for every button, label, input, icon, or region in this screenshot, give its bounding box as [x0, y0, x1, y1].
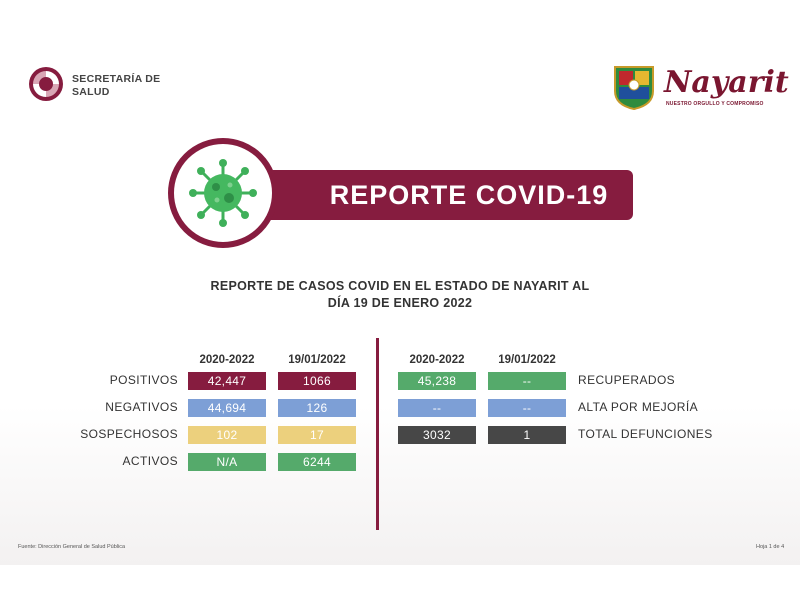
- report-page: [0, 35, 800, 565]
- ss-line2: SALUD: [72, 86, 110, 98]
- label-recuperados: RECUPERADOS: [578, 373, 676, 387]
- footer-source: Fuente: Dirección General de Salud Pública: [18, 544, 126, 550]
- positivos-day: 1066: [278, 372, 356, 390]
- right-col-header-day: 19/01/2022: [498, 354, 556, 366]
- subtitle-line2: DÍA 19 DE ENERO 2022: [327, 296, 473, 310]
- banner-title: REPORTE COVID-19: [329, 180, 609, 210]
- secretaria-salud-logo-icon: [28, 66, 64, 102]
- left-col-header-total: 2020-2022: [199, 354, 255, 366]
- alta-mejoria-total: --: [398, 399, 476, 417]
- label-alta-mejoria: ALTA POR MEJORÍA: [578, 400, 698, 414]
- recuperados-day: --: [488, 372, 566, 390]
- negativos-total: 44,694: [188, 399, 266, 417]
- subtitle-line1: REPORTE DE CASOS COVID EN EL ESTADO DE NAYARIT AL: [210, 279, 590, 293]
- sospechosos-day: 17: [278, 426, 356, 444]
- label-total-defunciones: TOTAL DEFUNCIONES: [578, 427, 713, 441]
- label-positivos: POSITIVOS: [109, 373, 178, 387]
- label-negativos: NEGATIVOS: [105, 400, 178, 414]
- coronavirus-icon: [186, 156, 260, 230]
- nayarit-slogan: NUESTRO ORGULLO Y COMPROMISO: [666, 101, 764, 107]
- nayarit-shield-icon: [611, 63, 657, 111]
- report-subtitle: [0, 278, 800, 312]
- secretaria-salud-text: [72, 73, 161, 99]
- virus-badge: [168, 138, 278, 248]
- left-col-header-day: 19/01/2022: [288, 354, 346, 366]
- right-col-header-total: 2020-2022: [409, 354, 465, 366]
- recuperados-total: 45,238: [398, 372, 476, 390]
- table-divider: [376, 338, 379, 530]
- nayarit-name: Nayarit: [664, 65, 789, 100]
- ss-line1: SECRETARÍA DE: [72, 73, 161, 85]
- defunciones-day: 1: [488, 426, 566, 444]
- report-banner: [245, 170, 633, 220]
- negativos-day: 126: [278, 399, 356, 417]
- label-sospechosos: SOSPECHOSOS: [80, 427, 178, 441]
- activos-day: 6244: [278, 453, 356, 471]
- sospechosos-total: 102: [188, 426, 266, 444]
- activos-total: N/A: [188, 453, 266, 471]
- positivos-total: 42,447: [188, 372, 266, 390]
- label-activos: ACTIVOS: [122, 454, 178, 468]
- alta-mejoria-day: --: [488, 399, 566, 417]
- footer-page: Hoja 1 de 4: [756, 544, 785, 550]
- defunciones-total: 3032: [398, 426, 476, 444]
